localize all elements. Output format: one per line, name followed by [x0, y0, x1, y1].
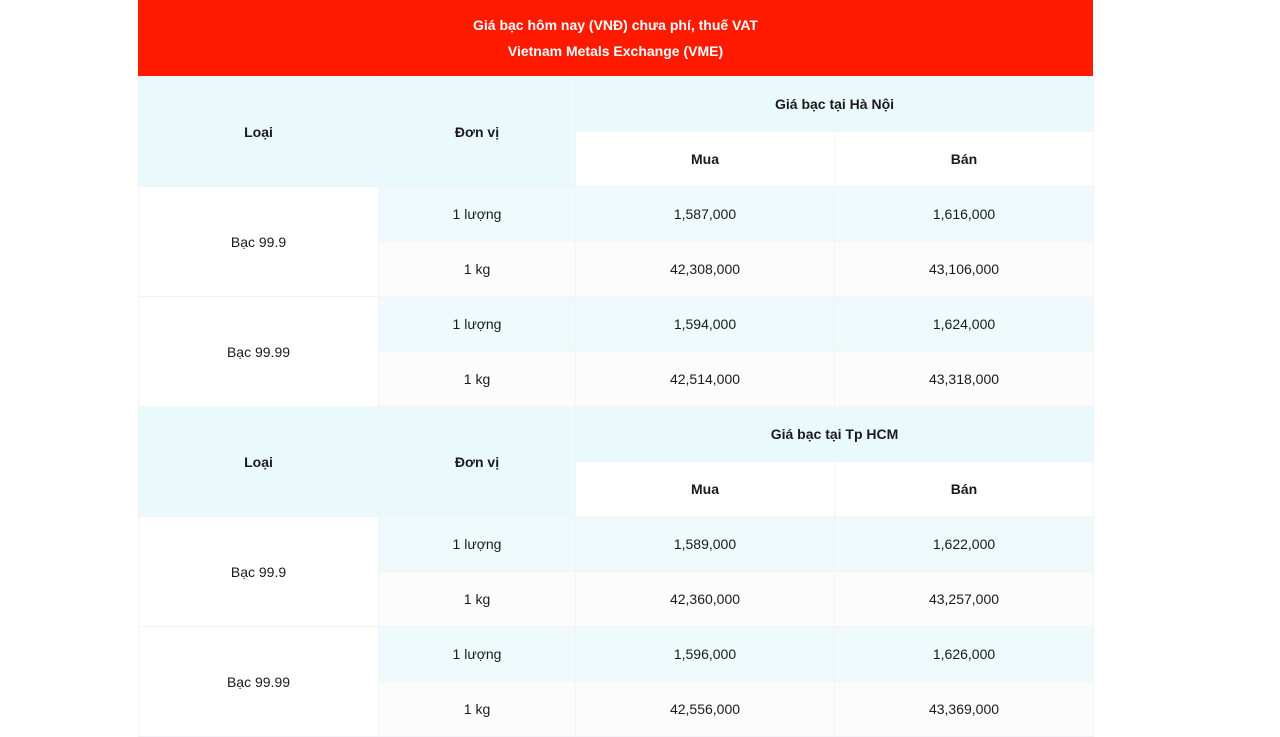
col-header-buy: Mua — [576, 132, 835, 187]
buy-price-cell: 1,596,000 — [576, 627, 835, 682]
sell-price-cell: 1,616,000 — [835, 187, 1094, 242]
banner-source: Vietnam Metals Exchange (VME) — [507, 43, 724, 59]
unit-cell: 1 lượng — [379, 297, 576, 352]
col-header-buy: Mua — [576, 462, 835, 517]
col-header-sell: Bán — [835, 462, 1094, 517]
region-header-hanoi: Giá bạc tại Hà Nội — [576, 77, 1094, 132]
sell-price-cell: 43,257,000 — [835, 572, 1094, 627]
unit-cell: 1 kg — [379, 572, 576, 627]
section-header-row — [139, 77, 1094, 132]
region-header-hcm: Giá bạc tại Tp HCM — [576, 407, 1094, 462]
col-header-type: Loại — [139, 77, 379, 187]
sell-price-cell: 1,624,000 — [835, 297, 1094, 352]
table-row — [139, 297, 1094, 352]
unit-cell: 1 kg — [379, 682, 576, 737]
col-header-sell: Bán — [835, 132, 1094, 187]
unit-cell: 1 kg — [379, 242, 576, 297]
banner-title: Giá bạc hôm nay (VNĐ) chưa phí, thuế VAT — [473, 17, 758, 33]
silver-type-cell: Bạc 99.99 — [139, 297, 379, 407]
sell-price-cell: 43,106,000 — [835, 242, 1094, 297]
col-header-type: Loại — [139, 407, 379, 517]
silver-type-cell: Bạc 99.9 — [139, 187, 379, 297]
silver-price-widget — [138, 0, 1093, 737]
buy-price-cell: 42,514,000 — [576, 352, 835, 407]
table-row — [139, 627, 1094, 682]
buy-price-cell: 1,594,000 — [576, 297, 835, 352]
sell-price-cell: 43,318,000 — [835, 352, 1094, 407]
sell-price-cell: 1,622,000 — [835, 517, 1094, 572]
table-banner — [138, 0, 1093, 76]
unit-cell: 1 lượng — [379, 187, 576, 242]
buy-price-cell: 42,556,000 — [576, 682, 835, 737]
section-header-row — [139, 407, 1094, 462]
col-header-unit: Đơn vị — [379, 407, 576, 517]
buy-price-cell: 42,308,000 — [576, 242, 835, 297]
unit-cell: 1 kg — [379, 352, 576, 407]
table-row — [139, 517, 1094, 572]
buy-price-cell: 1,587,000 — [576, 187, 835, 242]
unit-cell: 1 lượng — [379, 627, 576, 682]
sell-price-cell: 1,626,000 — [835, 627, 1094, 682]
silver-type-cell: Bạc 99.9 — [139, 517, 379, 627]
buy-price-cell: 42,360,000 — [576, 572, 835, 627]
unit-cell: 1 lượng — [379, 517, 576, 572]
buy-price-cell: 1,589,000 — [576, 517, 835, 572]
table-row — [139, 187, 1094, 242]
silver-price-table — [138, 76, 1094, 737]
col-header-unit: Đơn vị — [379, 77, 576, 187]
silver-type-cell: Bạc 99.99 — [139, 627, 379, 737]
sell-price-cell: 43,369,000 — [835, 682, 1094, 737]
